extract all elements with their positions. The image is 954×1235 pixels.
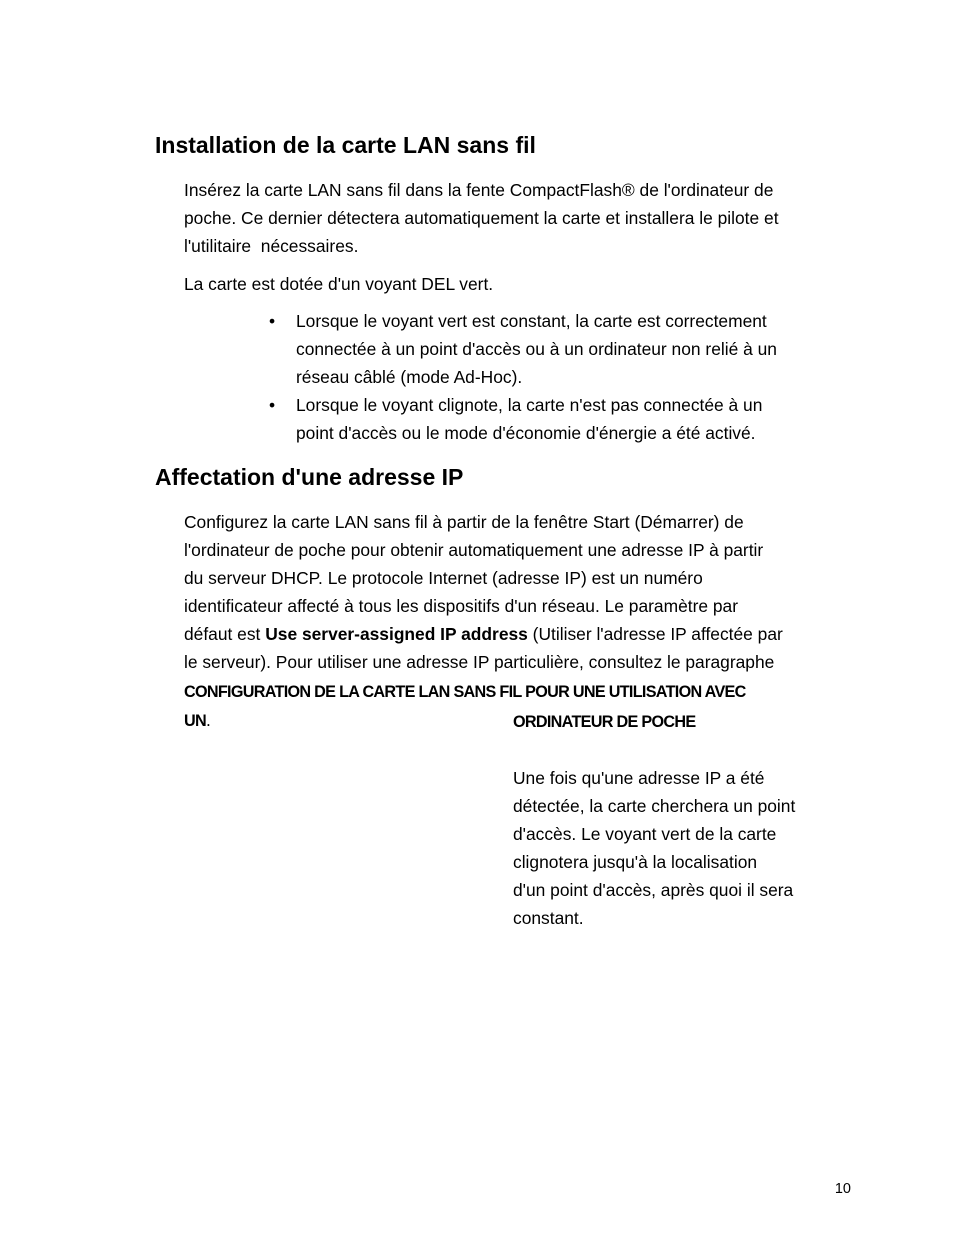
section-reference: CONFIGURATION DE LA CARTE LAN SANS FIL POUR UNE UTILISATION AVEC	[184, 682, 746, 701]
bullet-icon: •	[269, 311, 276, 331]
text-line: clignotera jusqu'à la localisation	[513, 852, 758, 873]
text-line: d'un point d'accès, après quoi il sera	[513, 880, 794, 901]
list-item	[269, 307, 849, 391]
text-line: constant.	[513, 908, 584, 929]
text-line: d'accès. Le voyant vert de la carte	[513, 824, 777, 845]
default-setting-name: Use server-assigned IP address	[265, 624, 528, 645]
text-run: .	[205, 709, 211, 730]
text-line: poche. Ce dernier détectera automatiquement la carte et installera le pilote et	[184, 208, 779, 229]
access-point-paragraph	[513, 764, 795, 933]
text-line: l'utilitaire nécessaires.	[184, 236, 359, 257]
text-line	[184, 620, 844, 648]
page-number: 10	[834, 1181, 851, 1197]
text-line: Configurez la carte LAN sans fil à partir de la fenêtre Start (Démarrer) de	[184, 512, 744, 532]
text-line: connectée à un point d'accès ou à un ordinateur non relié à un	[296, 339, 777, 360]
text-line: le serveur). Pour utiliser une adresse IP particulière, consultez le paragraphe	[184, 652, 775, 673]
led-intro-paragraph	[184, 270, 844, 298]
text-line: identificateur affecté à tous les dispositifs d'un réseau. Le paramètre par	[184, 596, 739, 617]
text-line: du serveur DHCP. Le protocole Internet (adresse IP) est un numéro	[184, 568, 703, 589]
installation-paragraph	[184, 176, 844, 260]
text-line: Une fois qu'une adresse IP a été	[513, 768, 765, 788]
text-line	[184, 677, 844, 706]
text-run: (Utiliser l'adresse IP affectée par	[527, 624, 783, 645]
text-line: point d'accès ou le mode d'économie d'énergie a été activé.	[296, 423, 756, 444]
section-reference: ORDINATEUR DE POCHE	[513, 713, 696, 731]
text-line: Insérez la carte LAN sans fil dans la fente CompactFlash® de l'ordinateur de	[184, 180, 774, 200]
list-item	[269, 391, 849, 447]
text-line: Lorsque le voyant vert est constant, la carte est correctement	[296, 311, 767, 331]
led-status-list	[269, 307, 849, 447]
section-heading-installation: Installation de la carte LAN sans fil	[155, 132, 536, 158]
text-line: Lorsque le voyant clignote, la carte n'est pas connectée à un	[296, 395, 763, 416]
section-reference-continuation	[513, 708, 695, 736]
section-heading-ip-address: Affectation d'une adresse IP	[155, 464, 464, 490]
text-run: défaut est	[184, 624, 266, 645]
bullet-icon: •	[269, 395, 276, 416]
section-reference: UN	[184, 711, 206, 730]
ip-address-paragraph	[184, 508, 844, 735]
text-line: l'ordinateur de poche pour obtenir automatiquement une adresse IP à partir	[184, 540, 764, 561]
text-line: La carte est dotée d'un voyant DEL vert.	[184, 274, 494, 294]
text-line: détectée, la carte cherchera un point	[513, 796, 796, 817]
text-line: réseau câblé (mode Ad-Hoc).	[296, 367, 523, 388]
